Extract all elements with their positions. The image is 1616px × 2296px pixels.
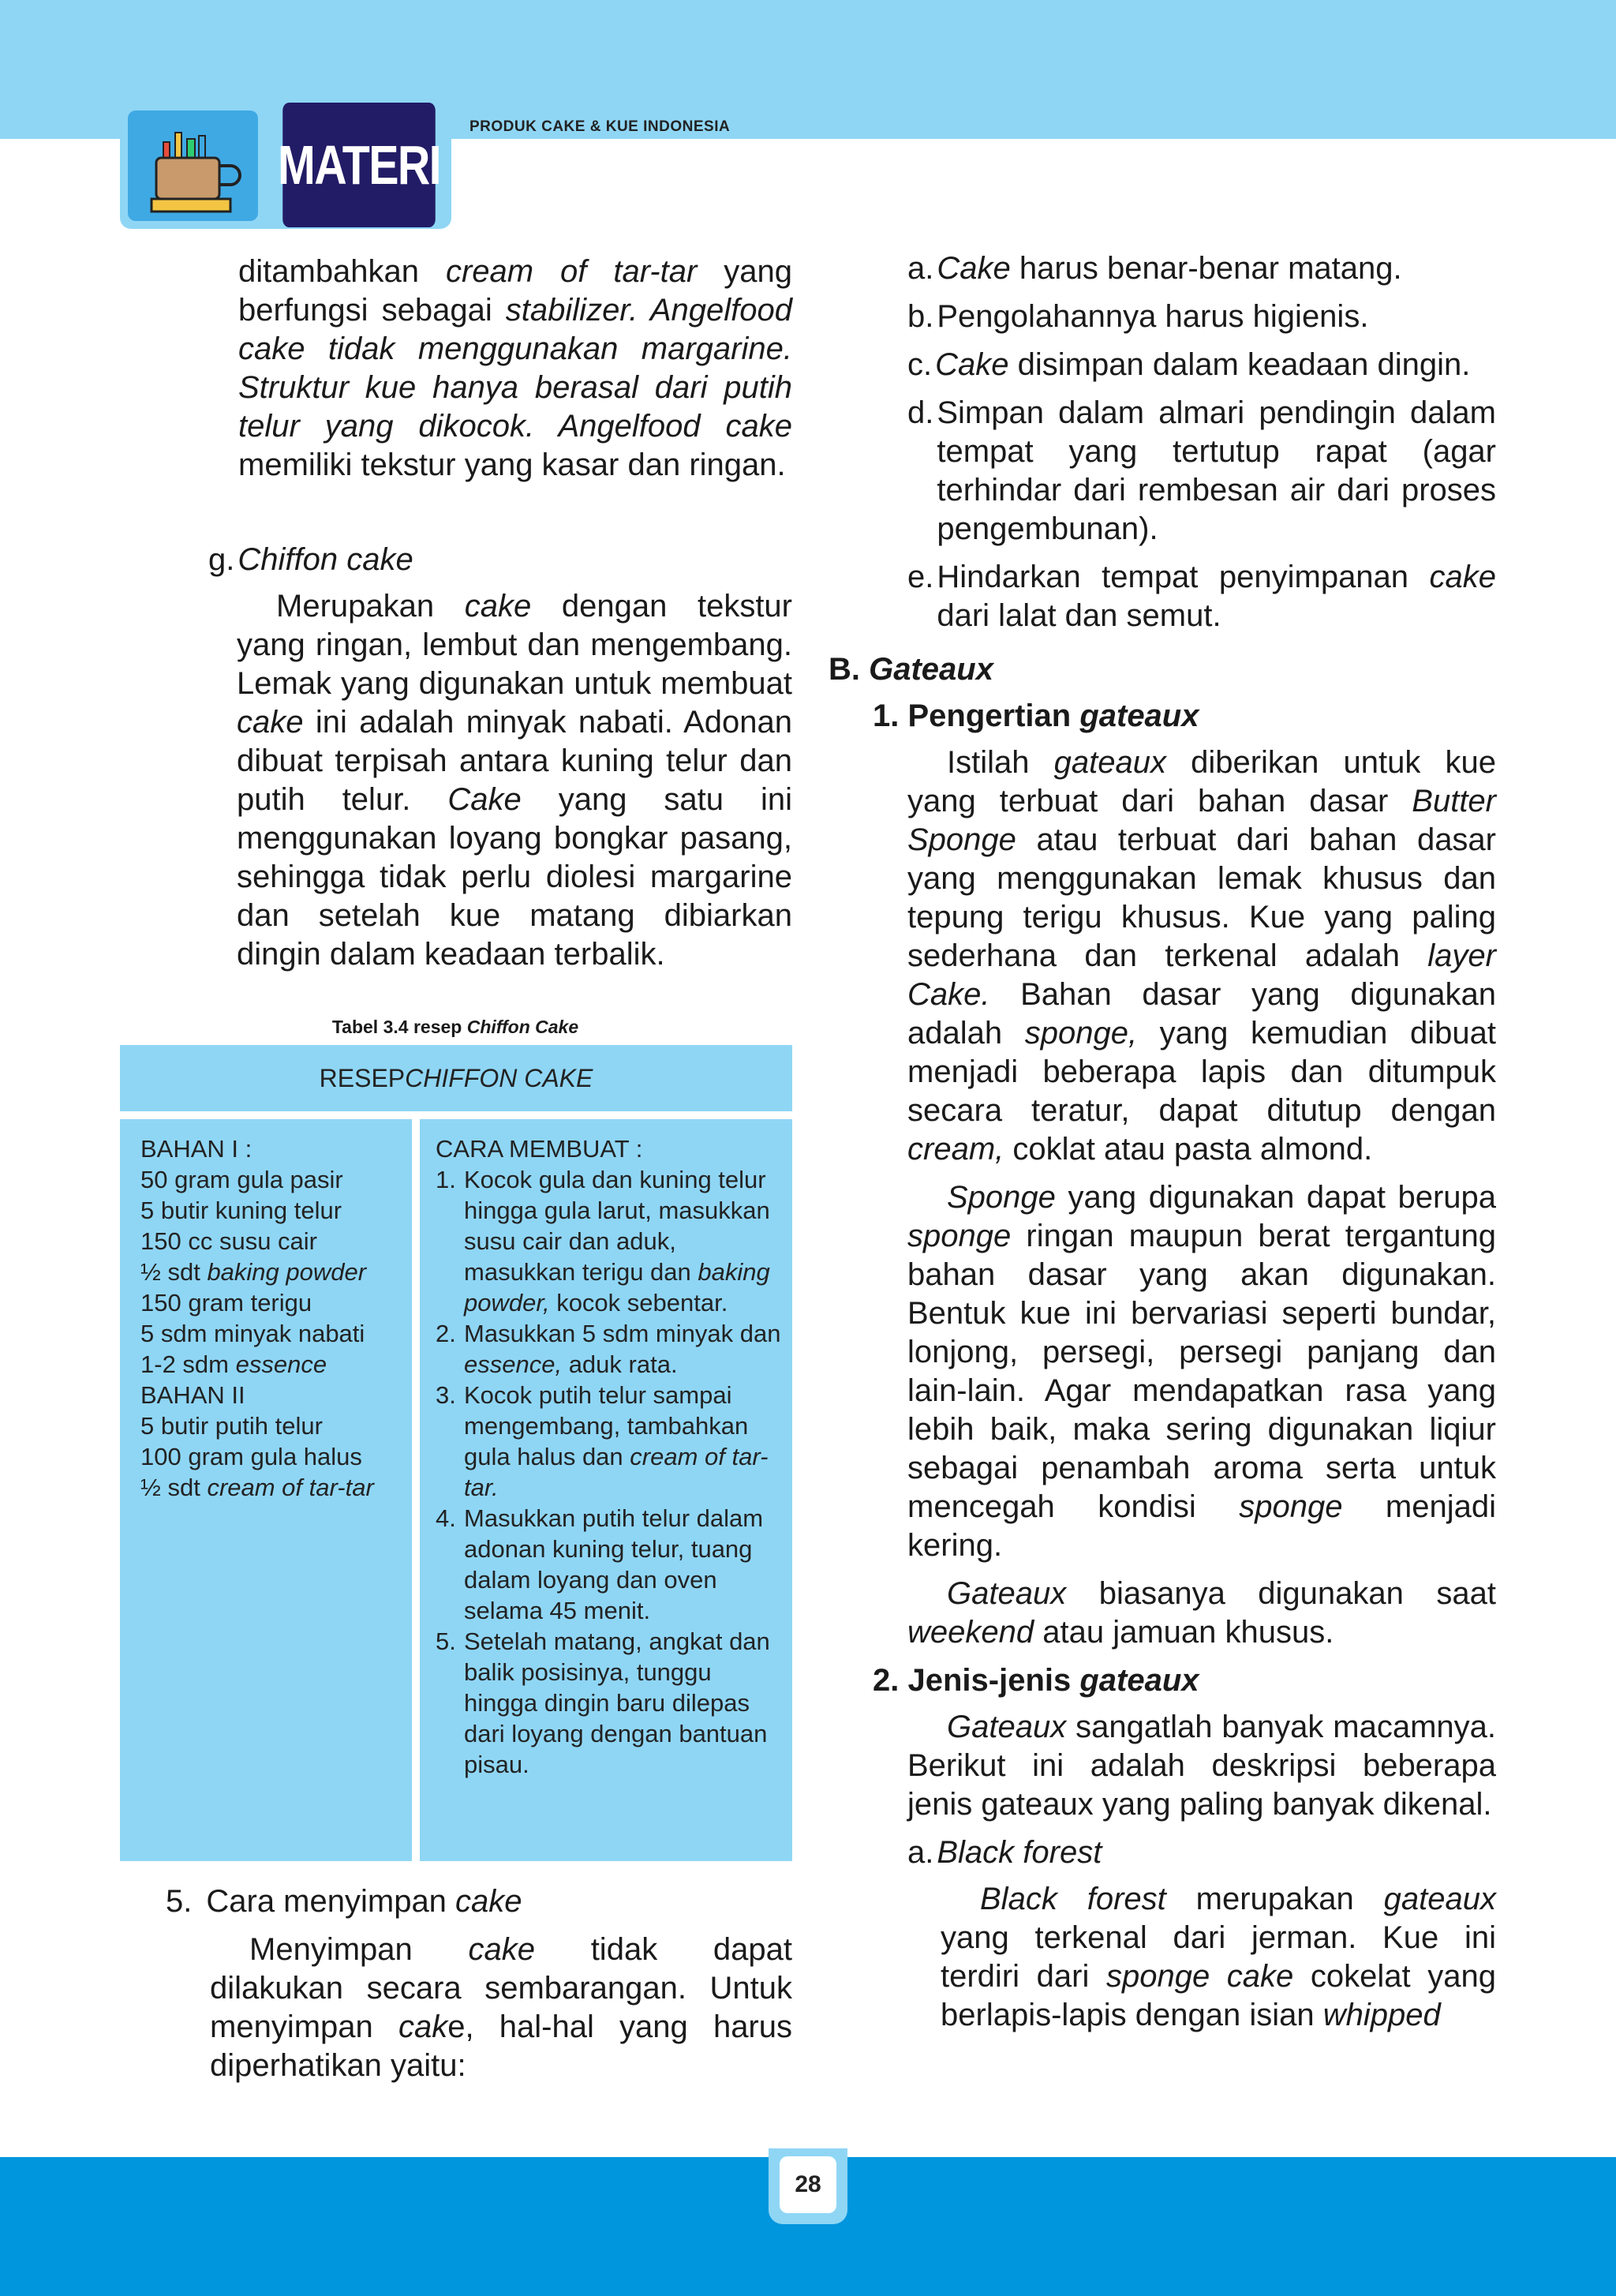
chiffon-section <box>208 541 792 974</box>
angelfood-paragraph: ditambahkan cream of tar-tar yang berfungsi sebagai stabilizer. Angelfood cake tidak menggunakan margarine. Struktur kue hanya berasal dari putih telur yang dikocok. Angelfood cake memiliki tekstur yang kasar dan ringan. <box>238 254 792 482</box>
method-step: 3. Kocok putih telur sampai mengembang, tambahkan gula halus dan cream of tar-tar. <box>436 1381 769 1501</box>
method-title: CARA MEMBUAT : <box>436 1135 643 1163</box>
subsection-2-heading: 2. Jenis-jenis gateaux <box>873 1663 1199 1698</box>
ingredient-item: 50 gram gula pasir <box>140 1166 343 1193</box>
gateaux-section <box>829 650 1496 2035</box>
ingredient-item: 5 sdm minyak nabati <box>140 1320 365 1347</box>
method-cell <box>436 1133 783 1780</box>
ingredient-item: 100 gram gula halus <box>140 1443 362 1470</box>
storage-item: a. Cake harus benar-benar matang. <box>907 251 1402 286</box>
ingredient-item: BAHAN II <box>140 1381 245 1409</box>
ingredients-title: BAHAN I : <box>140 1135 252 1163</box>
table-header: RESEP CHIFFON CAKE <box>319 1063 593 1092</box>
table-caption: Tabel 3.4 resep Chiffon Cake <box>331 1017 579 1037</box>
table-divider <box>412 1119 420 1861</box>
types-paragraph: Gateaux sangatlah banyak macamnya. Berikut ini adalah deskripsi beberapa jenis gateaux yang paling banyak dikenal. <box>907 1710 1496 1822</box>
ingredient-item: 150 cc susu cair <box>140 1227 317 1255</box>
storage-paragraph: Menyimpan cake tidak dapat dilakukan secara sembarangan. Untuk menyimpan cake, hal-hal yang harus diperhatikan yaitu: <box>210 1932 792 2083</box>
section-b-heading: B. Gateaux <box>829 652 993 687</box>
method-step: 1. Kocok gula dan kuning telur hingga gula larut, masukkan susu cair dan aduk, masukkan terigu dan baking powder, kocok sebentar. <box>436 1166 770 1317</box>
mug-pencils-icon <box>128 110 258 221</box>
recipe-table <box>120 1045 792 1861</box>
page-number: 28 <box>780 2156 836 2213</box>
gateaux-definition-paragraph: Istilah gateaux diberikan untuk kue yang terbuat dari bahan dasar Butter Sponge atau terbuat dari bahan dasar yang menggunakan lemak khusus dan tepung terigu khusus. Kue yang paling sederhana dan terkenal adalah layer Cake. Bahan dasar yang digunakan adalah sponge, yang kemudian dibuat menjadi beberapa lapis dan ditumpuk secara teratur, dapat ditutup dengan cream, coklat atau pasta almond. <box>907 745 1497 1167</box>
storage-item: d. Simpan dalam almari pendingin dalam tempat yang tertutup rapat (agar terhindar dari rembesan air dari proses pengembunan). <box>907 395 1496 546</box>
storage-item: c. Cake disimpan dalam keadaan dingin. <box>907 347 1471 382</box>
ingredient-item: 5 butir putih telur <box>140 1412 323 1440</box>
storage-section <box>166 1882 792 2085</box>
subsection-1-heading: 1. Pengertian gateaux <box>873 699 1199 733</box>
ingredient-item: 1-2 sdm essence <box>140 1350 327 1378</box>
ingredient-item: ½ sdt cream of tar-tar <box>140 1474 374 1501</box>
table-divider <box>120 1111 792 1119</box>
method-step: 4. Masukkan putih telur dalam adonan kuning telur, tuang dalam loyang dan oven selama 45 menit. <box>436 1504 764 1624</box>
storage-item: b. Pengolahannya harus higienis. <box>907 299 1369 334</box>
usage-paragraph: Gateaux biasanya digunakan saat weekend atau jamuan khusus. <box>907 1576 1496 1650</box>
black-forest-heading: a. Black forest <box>907 1835 1102 1870</box>
header-icon-tile <box>128 110 258 221</box>
ingredients-cell <box>140 1133 409 1503</box>
sponge-paragraph: Sponge yang digunakan dapat berupa sponge ringan maupun berat tergantung bahan dasar yang akan digunakan. Bentuk kue ini bervariasi seperti bundar, lonjong, persegi, persegi panjang dan lain-lain. Agar mendapatkan rasa yang lebih baik, maka sering digunakan liqiur sebagai penambah aroma serta untuk mencegah kondisi sponge menjadi kering. <box>907 1180 1496 1563</box>
chiffon-paragraph: Merupakan cake dengan tekstur yang ringan, lembut dan mengembang. Lemak yang digunakan untuk membuat cake ini adalah minyak nabati. Adonan dibuat terpisah antara kuning telur dan putih telur. Cake yang satu ini menggunakan loyang bongkar pasang, sehingga tidak perlu diolesi margarine dan setelah kue matang dibiarkan dingin dalam keadaan terbalik. <box>237 589 793 972</box>
right-column <box>907 249 1496 650</box>
chiffon-heading: g. Chiffon cake <box>208 542 413 577</box>
section-label: MATERI <box>282 103 436 227</box>
method-step: 2. Masukkan 5 sdm minyak dan essence, aduk rata. <box>436 1320 781 1378</box>
running-head: PRODUK CAKE & KUE INDONESIA <box>469 118 731 135</box>
ingredient-item: ½ sdt baking powder <box>140 1258 367 1286</box>
black-forest-paragraph: Black forest merupakan gateaux yang terkenal dari jerman. Kue ini terdiri dari sponge cake cokelat yang berlapis-lapis dengan isian whipped <box>941 1882 1496 2032</box>
storage-item: e. Hindarkan tempat penyimpanan cake dari lalat dan semut. <box>907 560 1496 633</box>
storage-heading: 5. Cara menyimpan cake <box>166 1884 522 1919</box>
left-column <box>238 253 792 485</box>
ingredient-item: 5 butir kuning telur <box>140 1197 342 1224</box>
ingredient-item: 150 gram terigu <box>140 1289 312 1317</box>
method-step: 5. Setelah matang, angkat dan balik posisinya, tunggu hingga dingin baru dilepas dari loyang dengan bantuan pisau. <box>436 1627 770 1778</box>
